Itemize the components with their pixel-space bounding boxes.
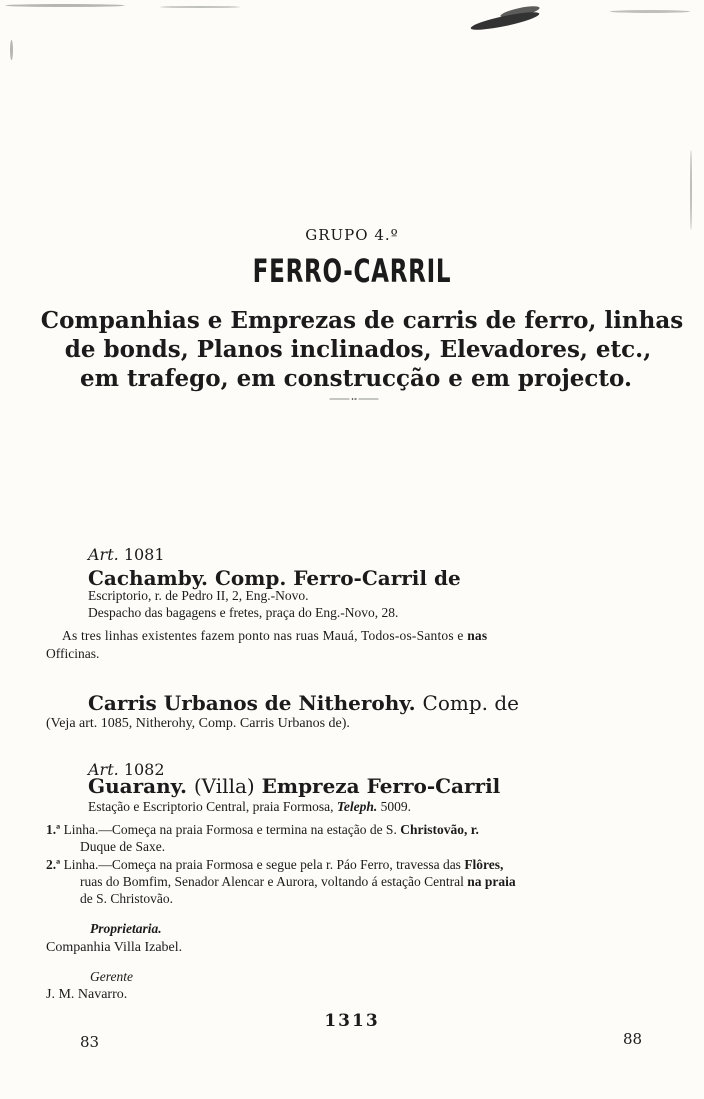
manager-label: Gerente <box>90 969 133 984</box>
line-text: Linha.—Começa na praia Formosa e segue pela r. Páo Ferro, travessa das <box>63 857 461 872</box>
line-1 <box>46 822 479 838</box>
office-tel-number: 5009. <box>380 799 412 814</box>
line-text-bold: Christovão, r. <box>400 822 479 837</box>
art-1081-heading <box>88 566 461 590</box>
art-1081-dispatch: Despacho das bagagens e fretes, praça do Eng.-Novo, 28. <box>88 605 399 620</box>
group-heading: GRUPO 4.º <box>305 226 399 244</box>
art-label: Art. <box>88 545 119 564</box>
entry-company: Empreza Ferro-Carril <box>261 774 501 798</box>
lines-text: As tres linhas existentes fazem ponto nas ruas Mauá, Todos-os-Santos e <box>62 628 464 643</box>
entry-rest: Comp. de <box>422 691 519 715</box>
manager-name: J. M. Navarro. <box>46 987 128 1002</box>
line-text-bold: Flôres, <box>464 857 504 872</box>
art-number: 1082 <box>123 760 165 779</box>
carris-reference: (Veja art. 1085, Nitherohy, Comp. Carris Urbanos de). <box>46 716 350 731</box>
footer-center-number: 1313 <box>324 1011 380 1031</box>
office-tel-label: Teleph. <box>336 799 378 814</box>
carris-heading <box>88 691 519 715</box>
entry-name: Guarany. <box>88 774 187 798</box>
entry-company: Comp. Ferro-Carril de <box>214 566 461 590</box>
line-number: 2.ª <box>46 857 61 872</box>
art-number: 1081 <box>123 545 165 564</box>
owner-name: Companhia Villa Izabel. <box>46 940 183 955</box>
line-2 <box>46 857 503 873</box>
subtitle-line-1: Companhias e Emprezas de carris de ferro, linhas <box>40 307 684 334</box>
art-1082-office <box>88 799 411 815</box>
entry-name: Carris Urbanos de Nitherohy. <box>88 691 416 715</box>
page-number-left: 83 <box>80 1033 100 1051</box>
art-label: Art. <box>88 760 119 779</box>
entry-villa: (Villa) <box>193 774 255 798</box>
line-text-bold: na praia <box>467 874 516 889</box>
line-2-cont <box>80 874 516 890</box>
subtitle-line-3: em trafego, em construcção e em projecto. <box>80 365 632 392</box>
art-1081-office: Escriptorio, r. de Pedro II, 2, Eng.-Novo. <box>88 588 309 603</box>
subtitle-line-2: de bonds, Planos inclinados, Elevadores, etc., <box>64 336 652 363</box>
line-text: Linha.—Começa na praia Formosa e termina na estação de S. <box>63 822 397 837</box>
lines-text-bold: nas <box>467 628 488 643</box>
art-1081-label <box>88 545 165 564</box>
office-text: Estação e Escriptorio Central, praia Formosa, <box>88 799 334 814</box>
page-number-right: 88 <box>623 1030 643 1048</box>
owner-label: Proprietaria. <box>90 921 162 936</box>
line-text: ruas do Bomfim, Senador Alencar e Aurora, voltando á estação Central <box>80 874 464 889</box>
line-number: 1.ª <box>46 822 61 837</box>
entry-name: Cachamby. <box>88 566 208 590</box>
art-1081-lines-cont: Officinas. <box>46 646 100 661</box>
line-1-cont: Duque de Saxe. <box>80 839 166 854</box>
art-1082-heading <box>88 774 500 798</box>
line-2-cont-2: de S. Christovão. <box>80 891 173 906</box>
art-1081-lines <box>62 628 487 644</box>
section-title: FERRO-CARRIL <box>252 252 452 290</box>
ornamental-divider <box>305 398 403 400</box>
